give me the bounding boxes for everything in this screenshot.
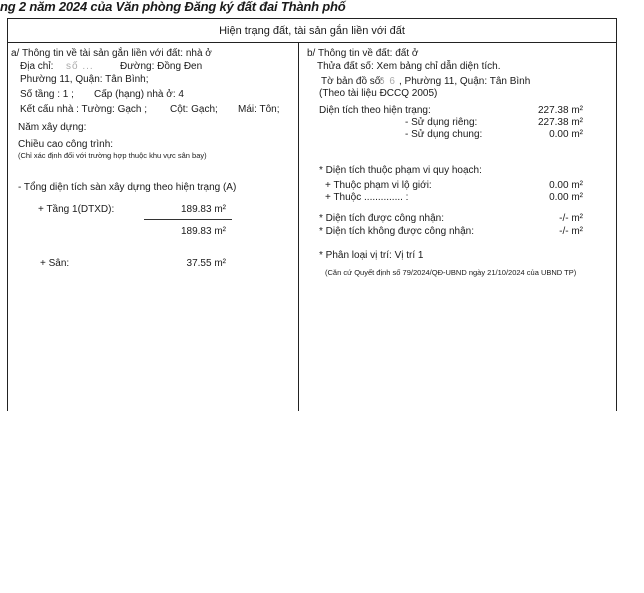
planning-area-label: * Diện tích thuộc phạm vi quy hoạch: — [319, 165, 482, 176]
house-grade: Cấp (hạng) nhà ở: 4 — [94, 89, 184, 100]
address-redacted: số ... — [66, 61, 94, 72]
address-label: Địa chỉ: — [20, 61, 54, 72]
unrecognized-area-label: * Diện tích không được công nhận: — [319, 226, 475, 237]
parcel-number: Thửa đất số: Xem bảng chỉ dẫn diện tích. — [317, 61, 501, 72]
position-classification: * Phân loại vị trí: Vị trí 1 — [319, 250, 424, 261]
section-title: Hiện trạng đất, tài sản gắn liền với đất — [8, 19, 616, 43]
private-use-label: - Sử dụng riêng: — [405, 117, 478, 128]
current-area-label: Diện tích theo hiện trạng: — [319, 105, 431, 116]
other-planning-value: 0.00 m² — [549, 192, 583, 203]
floor1-value: 189.83 m² — [180, 204, 226, 215]
total-floor-area-label: - Tổng diện tích sàn xây dựng theo hiện trạng (A) — [18, 182, 237, 193]
land-info-title: b/ Thông tin về đất: đất ở — [307, 48, 419, 59]
column-divider — [298, 43, 299, 411]
map-sheet-label: Tờ bản đồ số: — [321, 76, 384, 87]
current-area-value: 227.38 m² — [537, 105, 583, 116]
unrecognized-area-value: -/- m² — [559, 226, 583, 237]
map-sheet-location: , Phường 11, Quận: Tân Bình — [399, 76, 531, 87]
document-heading: ng 2 năm 2024 của Văn phòng Đăng ký đất đai Thành phố — [0, 0, 346, 14]
building-height-note: (Chỉ xác định đối với trường hợp thuộc khu vực sân bay) — [18, 151, 207, 160]
structure-walls: Kết cấu nhà : Tường: Gạch ; — [20, 104, 148, 115]
building-height-label: Chiều cao công trình: — [18, 139, 114, 150]
build-year: Năm xây dựng: — [18, 122, 87, 133]
road-boundary-label: + Thuộc phạm vi lộ giới: — [325, 180, 432, 191]
yard-label: + Sân: — [40, 258, 70, 269]
floor1-label: + Tầng 1(DTXD): — [38, 204, 115, 215]
floors: Số tầng : 1 ; — [20, 89, 74, 100]
house-info-title: a/ Thông tin về tài sản gắn liền với đất: nhà ở — [11, 48, 212, 59]
document-reference: (Theo tài liệu ĐCCQ 2005) — [319, 88, 438, 99]
yard-value: 37.55 m² — [186, 258, 226, 269]
recognized-area-label: * Diện tích được công nhận: — [319, 213, 444, 224]
street: Đường: Đồng Đen — [120, 61, 203, 72]
road-boundary-value: 0.00 m² — [549, 180, 583, 191]
land-status-table — [7, 18, 617, 411]
other-planning-label: + Thuộc .............. : — [325, 192, 409, 203]
structure-roof: Mái: Tôn; — [238, 104, 280, 115]
private-use-value: 227.38 m² — [537, 117, 583, 128]
ward-district: Phường 11, Quận: Tân Bình; — [20, 74, 149, 85]
shared-use-value: 0.00 m² — [549, 129, 583, 140]
decision-note: (Căn cứ Quyết định số 79/2024/QĐ-UBND ngày 21/10/2024 của UBND TP) — [325, 268, 577, 277]
recognized-area-value: -/- m² — [559, 213, 583, 224]
shared-use-label: - Sử dụng chung: — [405, 129, 483, 140]
map-sheet-redacted: 6 6 — [379, 76, 396, 87]
structure-columns: Cột: Gạch; — [170, 104, 218, 115]
sum-rule — [144, 219, 232, 220]
floor-area-subtotal: 189.83 m² — [180, 226, 226, 237]
